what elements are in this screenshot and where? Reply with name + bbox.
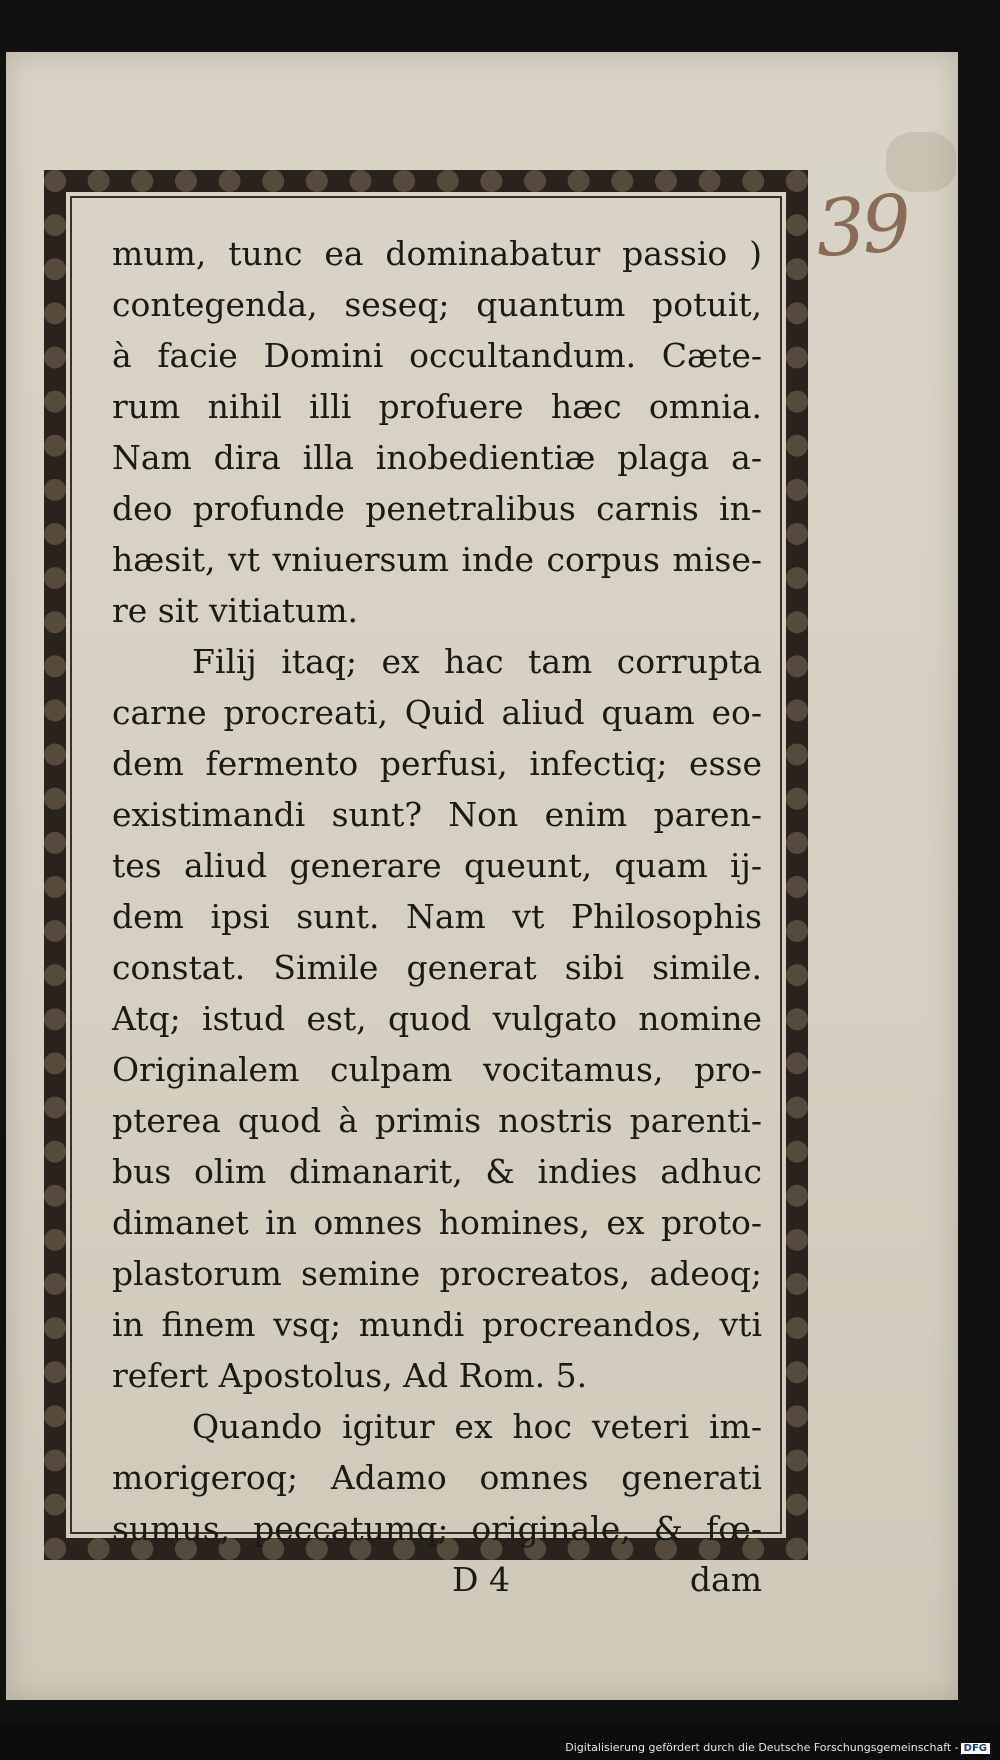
text-line: carne procreati, Quid aliud quam eo-: [112, 693, 762, 732]
signature-mark: D 4: [452, 1560, 510, 1599]
text-line: pterea quod à primis nostris parenti-: [112, 1101, 762, 1140]
catchword: dam: [689, 1560, 762, 1599]
text-line: morigeroq; Adamo omnes generati: [112, 1458, 762, 1497]
text-block: [112, 228, 762, 1605]
dfg-badge: DFG: [961, 1743, 990, 1754]
text-line: sumus, peccatumq; originale, & fœ-: [112, 1509, 762, 1548]
text-line: contegenda, seseq; quantum potuit,: [112, 285, 762, 324]
digitization-credit: [565, 1741, 990, 1754]
text-line: dem ipsi sunt. Nam vt Philosophis: [112, 897, 762, 936]
text-line: Filij itaq; ex hac tam corrupta: [192, 642, 762, 681]
text-line: bus olim dimanarit, & indies adhuc: [112, 1152, 762, 1191]
text-line: rum nihil illi profuere hæc omnia.: [112, 387, 762, 426]
text-line: tes aliud generare queunt, quam ij-: [112, 846, 762, 885]
text-line: existimandi sunt? Non enim paren-: [112, 795, 762, 834]
text-line: dem fermento perfusi, infectiq; esse: [112, 744, 762, 783]
ornamental-border: [44, 170, 808, 1599]
text-line: plastorum semine procreatos, adeoq;: [112, 1254, 762, 1293]
text-line: Originalem culpam vocitamus, pro-: [112, 1050, 762, 1089]
text-lines: [112, 228, 762, 1554]
text-line: mum, tunc ea dominabatur passio ): [112, 234, 762, 273]
page-footer-line: [112, 1554, 762, 1605]
text-line: Atq; istud est, quod vulgato nomine: [112, 999, 762, 1038]
text-line: Nam dira illa inobedientiæ plaga a-: [112, 438, 762, 477]
book-page: [6, 52, 958, 1700]
text-line: refert Apostolus, Ad Rom. 5.: [112, 1356, 588, 1395]
text-line: deo profunde penetralibus carnis in-: [112, 489, 762, 528]
scan-footer-strip: [0, 1724, 1000, 1760]
folio-number: 39: [812, 178, 911, 276]
text-line: Quando igitur ex hoc veteri im-: [192, 1407, 762, 1446]
credit-text: Digitalisierung gefördert durch die Deutsche Forschungsgemeinschaft -: [565, 1741, 959, 1754]
text-line: in finem vsq; mundi procreandos, vti: [112, 1305, 762, 1344]
text-line: dimanet in omnes homines, ex proto-: [112, 1203, 762, 1242]
text-line: hæsit, vt vniuersum inde corpus mise-: [112, 540, 762, 579]
text-line: constat. Simile generat sibi simile.: [112, 948, 762, 987]
text-line: à facie Domini occultandum. Cæte-: [112, 336, 762, 375]
text-line: re sit vitiatum.: [112, 591, 359, 630]
